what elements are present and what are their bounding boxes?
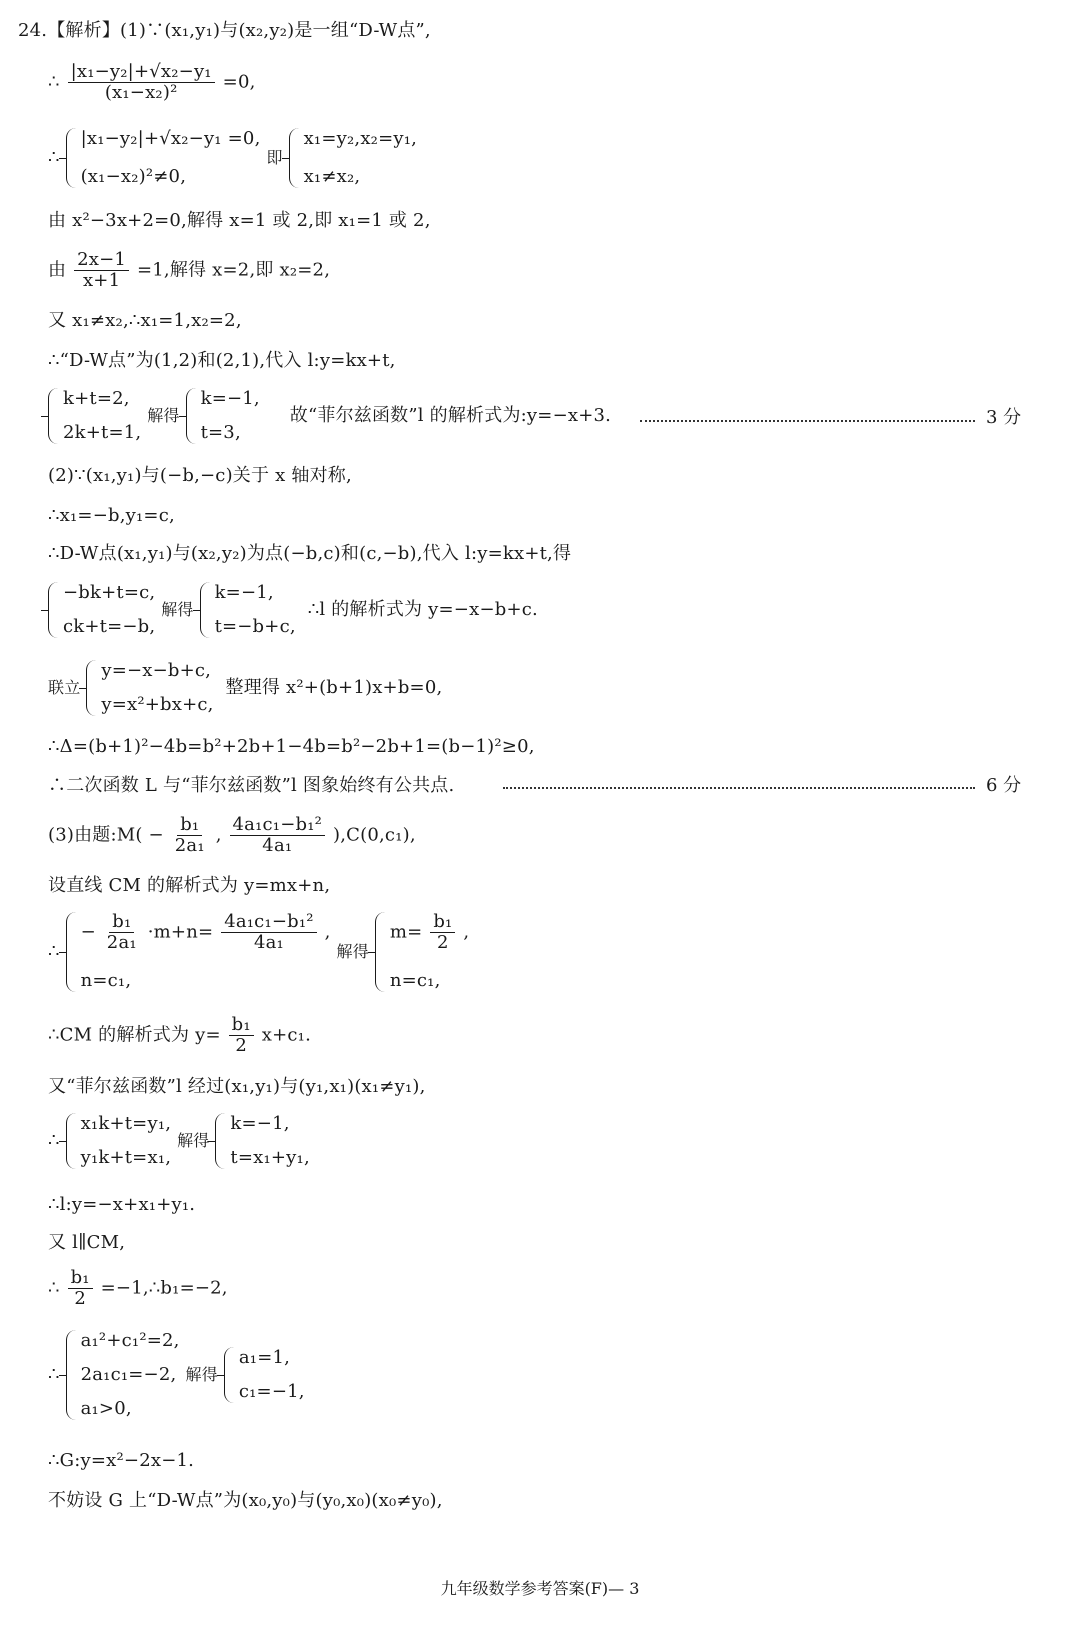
equation-system: x₁k+t=y₁, y₁k+t=x₁, — [66, 1113, 172, 1169]
line-16: (3)由题:M( − $\frac{\text{b₁}}{\text{2a₁}}$ , $\frac{\text{4a₁c₁−b₁²}}{\text{4a₁}}$ ),C(0,c₁), — [48, 814, 416, 856]
score-leader-dots — [640, 420, 975, 422]
line-24: ∴ $\frac{\text{b₁}}{2}$ =−1,∴b₁=−2, — [48, 1267, 228, 1309]
fraction: $\frac{\text{b₁}}{2}$ — [430, 912, 455, 953]
line-20: 又“菲尔兹函数”l 经过(x₁,y₁)与(y₁,x₁)(x₁≠y₁), — [48, 1076, 426, 1097]
line-23: 又 l∥CM, — [48, 1232, 126, 1253]
line-17: 设直线 CM 的解析式为 y=mx+n, — [48, 875, 331, 896]
line-6: 又 x₁≠x₂,∴x₁=1,x₂=2, — [48, 310, 242, 331]
line-13: 联立 y=−x−b+c, y=x²+bx+c, 整理得 x²+(b+1)x+b=0, — [48, 660, 443, 715]
line-25: ∴ a₁²+c₁²=2, 2a₁c₁=−2, a₁>0, 解得 a₁=1, c₁=−1, — [48, 1330, 305, 1419]
line-3: ∴ |x₁−y₂|+√x₂−y₁ =0, (x₁−x₂)²≠0, 即 x₁=y₂,x₂=y₁, x₁≠x₂, — [48, 128, 418, 187]
line-11: ∴D-W点(x₁,y₁)与(x₂,y₂)为点(−b,c)和(c,−b),代入 l:y=kx+t,得 — [48, 543, 572, 564]
line-8: k+t=2, 2k+t=1, 解得 k=−1, t=3, 故“菲尔兹函数”l 的解析式为:y=−x+3. — [48, 388, 611, 444]
line-7: ∴“D-W点”为(1,2)和(2,1),代入 l:y=kx+t, — [48, 350, 396, 371]
equation-system: |x₁−y₂|+√x₂−y₁ =0, (x₁−x₂)²≠0, — [66, 128, 261, 188]
line-15: ∴二次函数 L 与“菲尔兹函数”l 图象始终有公共点. — [48, 775, 455, 796]
line-10: ∴x₁=−b,y₁=c, — [48, 505, 175, 526]
fraction: $\frac{\text{b₁}}{\text{2a₁}}$ — [174, 814, 205, 856]
equation-system: a₁=1, c₁=−1, — [224, 1347, 305, 1403]
equation-system: k=−1, t=−b+c, — [200, 582, 296, 638]
line-18: ∴ − $\frac{\text{b₁}}{\text{2a₁}}$ ·m+n= $\frac{\text{4a₁c₁−b₁²}}{\text{4a₁}}$ , n=c₁, 解得 m= $\frac{\text{b₁}}{2}$ , n=c₁, — [48, 911, 470, 991]
line-2: ∴ $\frac{\text{|x₁−y₂|+√x₂−y₁}}{\text{(x₁−x₂)²}}$ =0, — [48, 61, 256, 103]
score-leader-dots — [503, 787, 975, 789]
equation-system: y=−x−b+c, y=x²+bx+c, — [86, 660, 213, 716]
line-26: ∴G:y=x²−2x−1. — [48, 1450, 195, 1471]
line-5: 由 $\frac{2x-1}{x+1}$ =1,解得 x=2,即 x₂=2, — [48, 249, 331, 291]
fraction: $\frac{\text{b₁}}{2}$ — [68, 1268, 93, 1309]
line-4: 由 x²−3x+2=0,解得 x=1 或 2,即 x₁=1 或 2, — [48, 210, 431, 231]
fraction: $\frac{\text{b₁}}{\text{2a₁}}$ — [106, 911, 137, 953]
equation-system: k=−1, t=3, — [186, 388, 260, 444]
fraction: $\frac{\text{|x₁−y₂|+√x₂−y₁}}{\text{(x₁−x₂)²}}$ — [68, 62, 215, 103]
score-label: 6 分 — [986, 775, 1022, 796]
line-21: ∴ x₁k+t=y₁, y₁k+t=x₁, 解得 k=−1, t=x₁+y₁, — [48, 1113, 310, 1168]
solution-heading: 24.【解析】(1)∵(x₁,y₁)与(x₂,y₂)是一组“D-W点”, — [18, 20, 431, 41]
line-12: −bk+t=c, ck+t=−b, 解得 k=−1, t=−b+c, ∴l 的解析式为 y=−x−b+c. — [48, 582, 538, 638]
equation-system: −bk+t=c, ck+t=−b, — [48, 582, 155, 638]
equation-system: k+t=2, 2k+t=1, — [48, 388, 141, 444]
equation-system: m= $\frac{\text{b₁}}{2}$ , n=c₁, — [375, 912, 469, 992]
line-27: 不妨设 G 上“D-W点”为(x₀,y₀)与(y₀,x₀)(x₀≠y₀), — [48, 1490, 443, 1511]
line-14: ∴Δ=(b+1)²−4b=b²+2b+1−4b=b²−2b+1=(b−1)²≥0, — [48, 736, 535, 757]
equation-system: x₁=y₂,x₂=y₁, x₁≠x₂, — [289, 128, 418, 188]
page-footer: 九年级数学参考答案(F)— 3 — [440, 1579, 640, 1598]
line-22: ∴l:y=−x+x₁+y₁. — [48, 1194, 196, 1215]
fraction: $\frac{\text{4a₁c₁−b₁²}}{\text{4a₁}}$ — [230, 815, 326, 856]
fraction: $\frac{\text{4a₁c₁−b₁²}}{\text{4a₁}}$ — [221, 912, 317, 953]
line-19: ∴CM 的解析式为 y= $\frac{\text{b₁}}{2}$ x+c₁. — [48, 1014, 311, 1056]
equation-system: k=−1, t=x₁+y₁, — [215, 1113, 309, 1169]
fraction: $\frac{2x-1}{x+1}$ — [74, 250, 129, 291]
line-9: (2)∵(x₁,y₁)与(−b,−c)关于 x 轴对称, — [48, 465, 352, 486]
fraction: $\frac{\text{b₁}}{2}$ — [229, 1015, 254, 1056]
score-label: 3 分 — [986, 407, 1022, 428]
equation-system: a₁²+c₁²=2, 2a₁c₁=−2, a₁>0, — [66, 1330, 180, 1420]
equation-system: − $\frac{\text{b₁}}{\text{2a₁}}$ ·m+n= $\frac{\text{4a₁c₁−b₁²}}{\text{4a₁}}$ , n=c₁, — [66, 912, 331, 992]
